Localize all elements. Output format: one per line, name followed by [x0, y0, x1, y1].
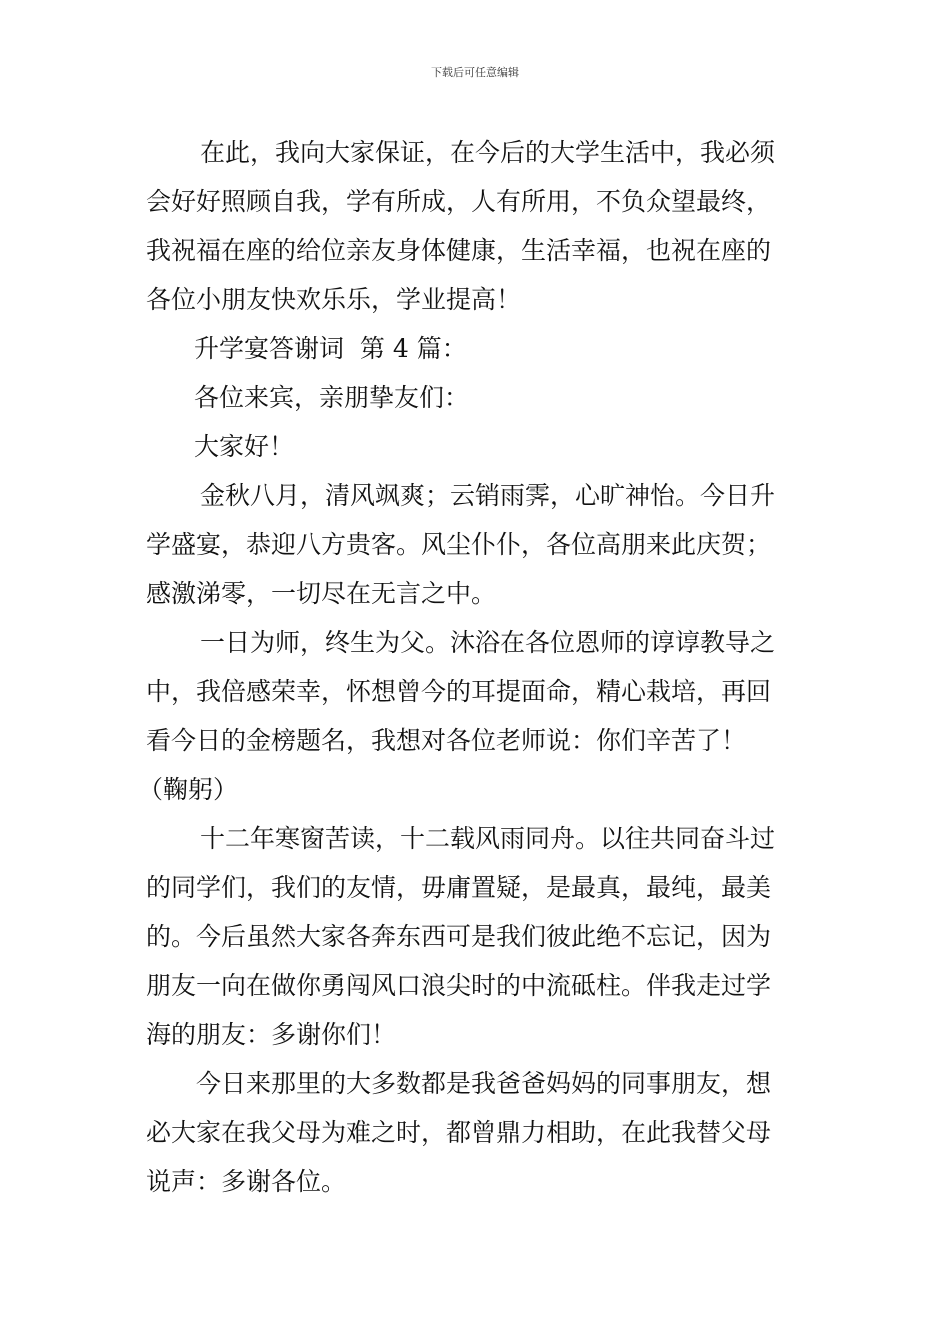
text-line: 升学宴答谢词 第 4 篇：	[194, 334, 467, 363]
text-line: 看今日的金榜题名，我想对各位老师说：你们辛苦了！	[146, 726, 747, 755]
page-header: 下载后可任意编辑	[431, 66, 519, 79]
text-line: 说声：多谢各位。	[146, 1167, 347, 1196]
text-line: 感激涕零，一切尽在无言之中。	[146, 579, 497, 608]
text-line: 中，我倍感荣幸，怀想曾今的耳提面命，精心栽培，再回	[146, 677, 772, 706]
text-line: 十二年寒窗苦读，十二载风雨同舟。以往共同奋斗过	[200, 824, 776, 853]
text-line: 一日为师，终生为父。沐浴在各位恩师的谆谆教导之	[200, 628, 776, 657]
text-line: 我祝福在座的给位亲友身体健康，生活幸福，也祝在座的	[146, 236, 772, 265]
paragraph-teachers	[138, 618, 808, 814]
text-line: 必大家在我父母为难之时，都曾鼎力相助，在此我替父母	[146, 1118, 772, 1147]
text-line: 学盛宴，恭迎八方贵客。风尘仆仆，各位高朋来此庆贺；	[146, 530, 772, 559]
text-line: 今日来那里的大多数都是我爸爸妈妈的同事朋友，想	[196, 1069, 772, 1098]
text-line: 海的朋友：多谢你们！	[146, 1020, 397, 1049]
document-body	[138, 128, 808, 1206]
text-line: 金秋八月，清风飒爽；云销雨霁，心旷神怡。今日升	[200, 481, 776, 510]
paragraph-colleagues	[146, 1059, 808, 1206]
text-line: 各位来宾，亲朋挚友们：	[194, 383, 470, 412]
text-line: 各位小朋友快欢乐乐，学业提高！	[146, 285, 522, 314]
paragraph-promise	[146, 128, 808, 324]
text-line: 在此，我向大家保证，在今后的大学生活中，我必须	[200, 138, 776, 167]
text-line: 的。今后虽然大家各奔东西可是我们彼此绝不忘记，因为	[146, 922, 772, 951]
paragraph-greeting	[146, 422, 808, 471]
text-line: 会好好照顾自我，学有所成，人有所用，不负众望最终，	[146, 187, 772, 216]
text-line: （鞠躬）	[138, 775, 239, 804]
paragraph-autumn	[146, 471, 808, 618]
paragraph-classmates	[146, 814, 808, 1059]
paragraph-salutation	[146, 373, 808, 422]
text-line: 的同学们，我们的友情，毋庸置疑，是最真，最纯，最美	[146, 873, 772, 902]
text-line: 朋友一向在做你勇闯风口浪尖时的中流砥柱。伴我走过学	[146, 971, 772, 1000]
text-line: 大家好！	[194, 432, 295, 461]
section-heading	[146, 324, 808, 373]
